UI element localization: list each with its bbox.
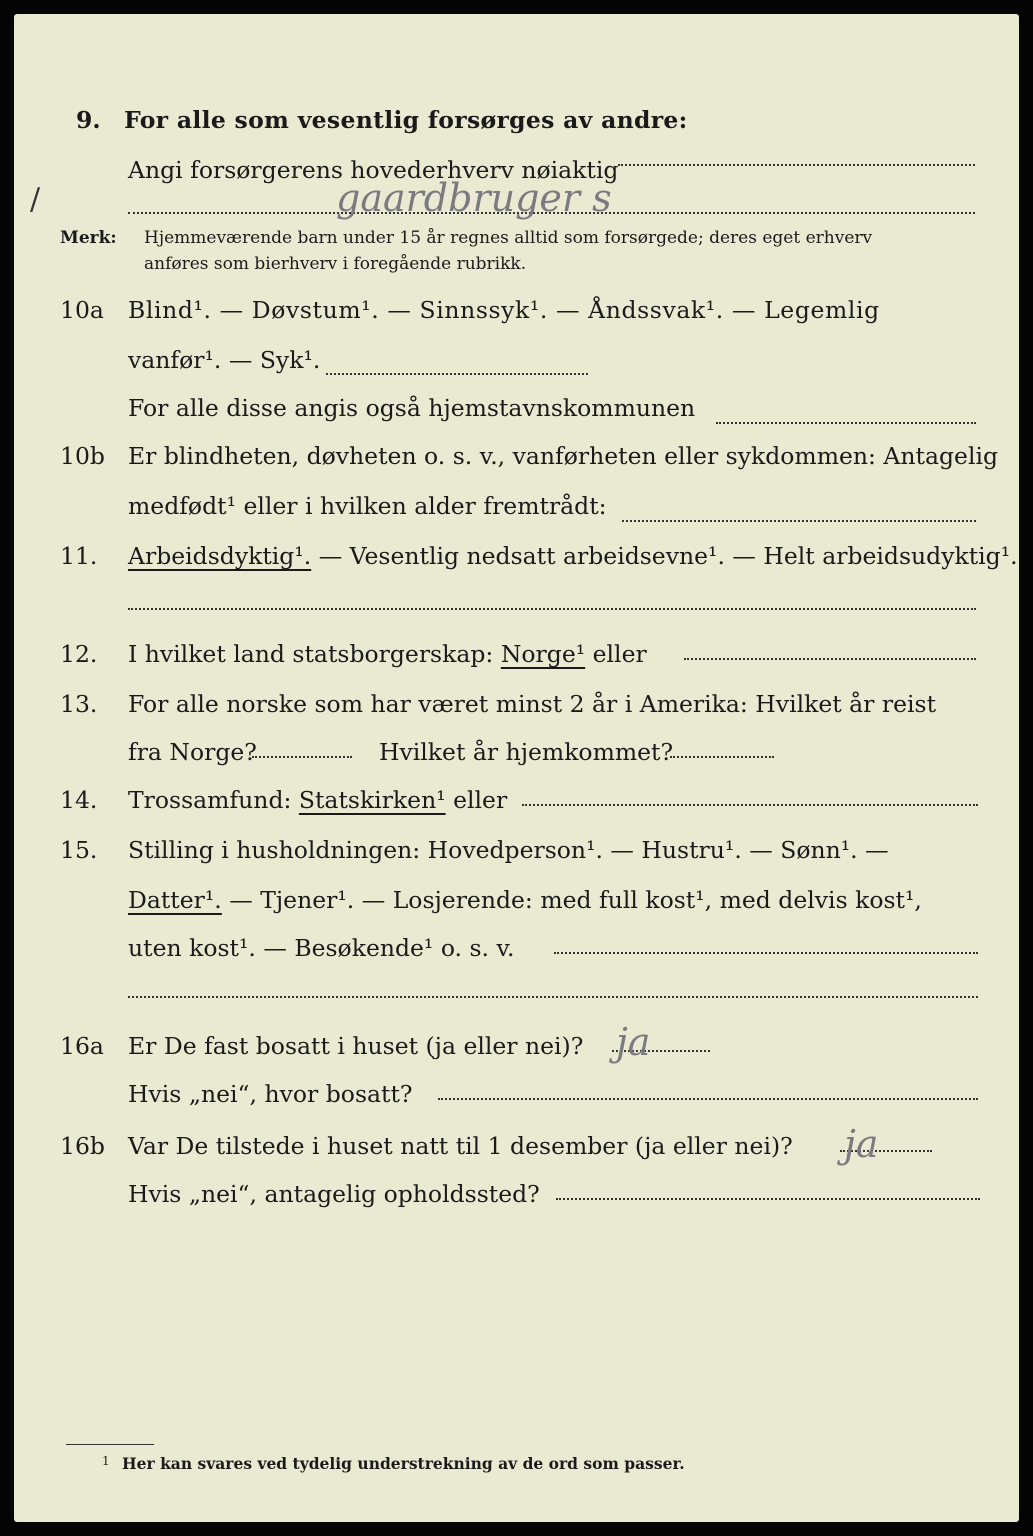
q11-selected-option: Arbeidsdyktig¹. xyxy=(128,542,312,570)
q14-number: 14. xyxy=(60,786,98,814)
q13-fill-line-1 xyxy=(252,756,352,758)
q13-question: For alle norske som har været minst 2 år i Amerika: Hvilket år reist xyxy=(128,690,937,718)
q15-options-1: Stilling i husholdningen: Hovedperson¹. — Hustru¹. — Sønn¹. — xyxy=(128,836,889,864)
q10b-fill-line xyxy=(622,520,976,522)
q12-number: 12. xyxy=(60,640,98,668)
merk-text-2: anføres som bierhverv i foregående rubrikk. xyxy=(144,254,527,274)
q16a-question: Er De fast bosatt i huset (ja eller nei)? xyxy=(128,1032,584,1060)
q16b-fill-line-2 xyxy=(556,1198,980,1200)
q15-other-options: — Tjener¹. — Losjerende: med full kost¹, med delvis kost¹, xyxy=(221,886,922,914)
footnote-mark: 1 xyxy=(102,1454,110,1468)
footnote-text: Her kan svares ved tydelig understrekning av de ord som passer. xyxy=(122,1454,685,1473)
q11-number: 11. xyxy=(60,542,98,570)
q16b-question: Var De tilstede i huset natt til 1 desember (ja eller nei)? xyxy=(128,1132,793,1160)
q14-text xyxy=(128,786,507,814)
q16a-where: Hvis „nei“, hvor bosatt? xyxy=(128,1080,413,1108)
q15-options-2 xyxy=(128,886,922,914)
q15-fill-line-2 xyxy=(128,996,978,998)
census-form-page xyxy=(14,14,1019,1522)
q13-left-norway: fra Norge? xyxy=(128,738,257,766)
q12-alt: eller xyxy=(585,640,647,668)
q12-selected-option: Norge¹ xyxy=(500,640,586,668)
q15-fill-line-1 xyxy=(554,952,978,954)
footnote-rule xyxy=(66,1444,154,1445)
q14-alt: eller xyxy=(445,786,508,814)
q10b-number: 10b xyxy=(60,442,105,470)
q16b-number: 16b xyxy=(60,1132,105,1160)
q9-handwritten-answer: gaardbruger s xyxy=(336,176,612,220)
q13-number: 13. xyxy=(60,690,98,718)
q15-options-3: uten kost¹. — Besøkende¹ o. s. v. xyxy=(128,934,515,962)
q10a-number: 10a xyxy=(60,296,104,324)
merk-label: Merk: xyxy=(60,228,117,248)
q9-title: For alle som vesentlig forsørges av andre: xyxy=(124,106,688,134)
q10a-fill-line-2 xyxy=(716,422,976,424)
q10b-question: Er blindheten, døvheten o. s. v., vanførheten eller sykdommen: Antagelig xyxy=(128,442,999,470)
q9-number: 9. xyxy=(76,106,101,134)
q14-question: Trossamfund: xyxy=(128,786,292,814)
q16b-where: Hvis „nei“, antagelig opholdssted? xyxy=(128,1180,540,1208)
q16b-handwritten-answer: ja xyxy=(844,1122,879,1166)
q12-fill-line xyxy=(684,658,976,660)
q16a-fill-line-2 xyxy=(438,1098,978,1100)
q12-text xyxy=(128,640,647,668)
q10a-options-1: Blind¹. — Døvstum¹. — Sinnssyk¹. — Åndssvak¹. — Legemlig xyxy=(128,296,880,324)
q10a-options-2: vanfør¹. — Syk¹. xyxy=(128,346,321,374)
q15-selected-option: Datter¹. xyxy=(128,886,222,914)
q16a-number: 16a xyxy=(60,1032,104,1060)
q13-fill-line-2 xyxy=(670,756,774,758)
q11-text xyxy=(128,542,1018,570)
q9-prompt: Angi forsørgerens hovederhverv nøiaktig xyxy=(128,156,619,184)
merk-text-1: Hjemmeværende barn under 15 år regnes alltid som forsørgede; deres eget erhverv xyxy=(144,228,873,248)
q10a-fill-line-1 xyxy=(326,373,588,375)
q10a-hometown-prompt: For alle disse angis også hjemstavnskommunen xyxy=(128,394,696,422)
q9-fill-line-1 xyxy=(618,164,975,166)
q12-question: I hvilket land statsborgerskap: xyxy=(128,640,494,668)
q11-other-options: — Vesentlig nedsatt arbeidsevne¹. — Helt arbeidsudyktig¹. xyxy=(311,542,1018,570)
q14-selected-option: Statskirken¹ xyxy=(298,786,446,814)
q16a-handwritten-answer: ja xyxy=(616,1020,651,1064)
check-mark-icon: / xyxy=(30,182,41,217)
q15-number: 15. xyxy=(60,836,98,864)
q10b-question-2: medfødt¹ eller i hvilken alder fremtrådt: xyxy=(128,492,607,520)
q11-fill-line xyxy=(128,608,976,610)
q13-returned: Hvilket år hjemkommet? xyxy=(379,738,674,766)
q14-fill-line xyxy=(522,804,978,806)
